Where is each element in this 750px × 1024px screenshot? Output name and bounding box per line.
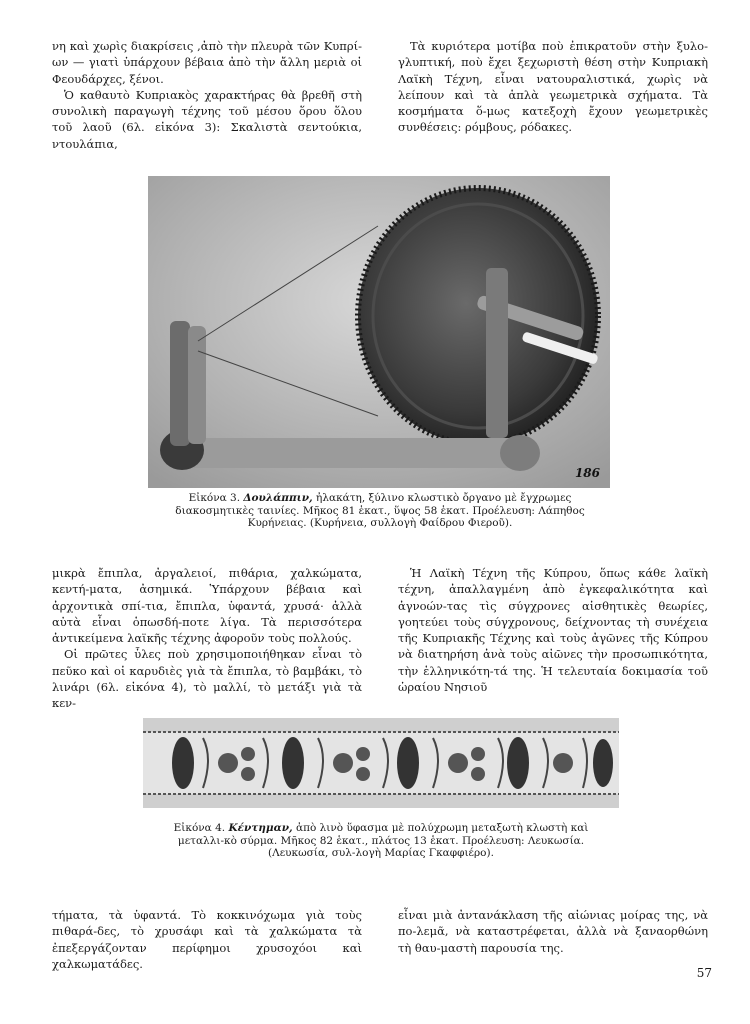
- paragraph: εἶναι μιὰ ἀντανάκλαση τῆς αἰώνιας μοίρας της, νὰ πο-λεμᾶ, νὰ καταστρέφεται, ἀλλὰ νὰ ξαναορθώνη τὴ θαυ-μαστὴ παρουσία της.: [398, 908, 708, 955]
- page-number: 57: [696, 966, 712, 980]
- paragraph: Οἱ πρῶτες ὗλες ποὺ χρησιμοποιήθηκαν εἶναι τὸ πεῦκο καὶ οἱ καρυδιὲς γιὰ τὰ ἔπιπλα, τὸ βαμβάκι, τὸ λινάρι (6λ. εἰκόνα 4), τὸ μαλλί, τὸ μετάξι γιὰ τὰ κεν-: [52, 647, 362, 711]
- paragraph: νη καὶ χωρὶς διακρίσεις ,ἀπὸ τὴν πλευρὰ τῶν Κυπρί-ων — γιατὶ ὑπάρχουν βέβαια ἀπὸ τὴν ἄλλη μεριὰ οἱ Φεουδάρχες, ξένοι.: [52, 39, 362, 86]
- paragraph: Ἡ Λαϊκὴ Τέχνη τῆς Κύπρου, ὅπως κάθε λαϊκὴ τέχνη, ἀπαλλαγμένη ἀπὸ ἐγκεφαλικότητα καὶ ἀγνοών-τας τὶς σύγχρονες αἰσθητικὲς θεωρίες, γοητεύει τοὺς σύγχρονους, δείχνοντας τὴ συνέχεια τῆς Κυπριακῆς Τέχνης καὶ τοὺς ἀγῶνες τῆς Κύπρου νὰ διατηρήση ἀνὰ τοὺς αἰῶνες τὴν προσωπικότητα, τὴν ἑλληνικότη-τά της. Ἡ τελευταία δοκιμασία τοῦ ὡραίου Νησιοῦ: [398, 566, 708, 695]
- middle-right-column: [398, 565, 708, 695]
- paragraph: Ὁ καθαυτὸ Κυπριακὸς χαρακτήρας θὰ βρεθῆ στὴ συνολικὴ παραγωγὴ τέχνης τοῦ μέσου ὅρου ὅλου τοῦ λαοῦ (6λ. εἰκόνα 3): Σκαλιστὰ σεντούκια, ντουλάπια,: [52, 87, 362, 151]
- figure4-title: Κέντημαν,: [228, 822, 293, 834]
- spinning-wheel-image: [148, 176, 610, 488]
- embroidery-photo: [143, 718, 619, 808]
- figure4-label: Εἰκόνα 4.: [173, 822, 226, 834]
- paragraph: Τὰ κυριότερα μοτίβα ποὺ ἐπικρατοῦν στὴν ξυλο-γλυπτική, ποὺ ἔχει ξεχωριστὴ θέση στὴν Κυπριακὴ Λαϊκὴ Τέχνη, εἶναι νατουραλιστικά, χωρὶς νὰ λείπουν καὶ τὰ ἁπλὰ γεωμετρικὰ σχήματα. Τὰ κοσμήματα ὅ-μως κατεξοχὴ ἔχουν γεωμετρικὲς συνθέσεις: ρόμβους, ρόδακες.: [398, 39, 708, 135]
- figure4-caption: [150, 822, 612, 860]
- figure4-caption-text: ἀπὸ λινὸ ὕφασμα μὲ πολύχρωμη μεταξωτὴ κλωστὴ καὶ μεταλλι-κὸ σύρμα. Μῆκος 82 ἑκατ., πλάτος 13 ἑκατ. Προέλευση: Λευκωσία. (Λευκωσία, συλ-λογὴ Μαρίας Γκαφφιέρο).: [177, 822, 589, 859]
- middle-left-column: [52, 565, 362, 712]
- paragraph: μικρὰ ἔπιπλα, ἀργαλειοί, πιθάρια, χαλκώματα, κεντή-ματα, ἀσημικά. Ὑπάρχουν βέβαια καὶ ἀρχοντικὰ σπί-τια, ἔπιπλα, ὑφαντά, χρυσά· ἀλλὰ αὐτὰ εἶναι ὁπωσδή-ποτε λίγα. Τὰ περισσότερα ἀντικείμενα λαϊκῆς τέχνης ἀφοροῦν τοὺς πολλούς.: [52, 566, 362, 646]
- plate-number: 186: [574, 466, 600, 480]
- top-right-column: [398, 38, 708, 136]
- figure3-label: Εἰκόνα 3.: [188, 492, 241, 504]
- top-left-column: [52, 38, 362, 152]
- paragraph: τήματα, τὰ ὑφαντά. Τὸ κοκκινόχωμα γιὰ τοὺς πιθαρά-δες, τὸ χρυσάφι καὶ τὰ χαλκώματα τὰ ἐπεξεργάζονταν περίφημοι χρυσοχόοι καὶ χαλκωματάδες.: [52, 908, 362, 971]
- figure3-caption: [150, 492, 610, 530]
- figure3-caption-text: ἠλακάτη, ξύλινο κλωστικὸ ὄργανο μὲ ἔγχρωμες διακοσμητικὲς ταινίες. Μῆκος 81 ἑκατ., ὕψος 58 ἑκατ. Προέλευση: Λάπηθος Κυρήνειας. (Κυρήνεια, συλλογὴ Φαίδρου Φιεροῦ).: [175, 492, 585, 529]
- figure3-title: Δουλάππιν,: [243, 492, 313, 504]
- spinning-wheel-photo: [148, 176, 610, 488]
- bottom-left-column: [52, 907, 362, 972]
- embroidery-image: [143, 718, 619, 808]
- bottom-right-column: [398, 907, 708, 956]
